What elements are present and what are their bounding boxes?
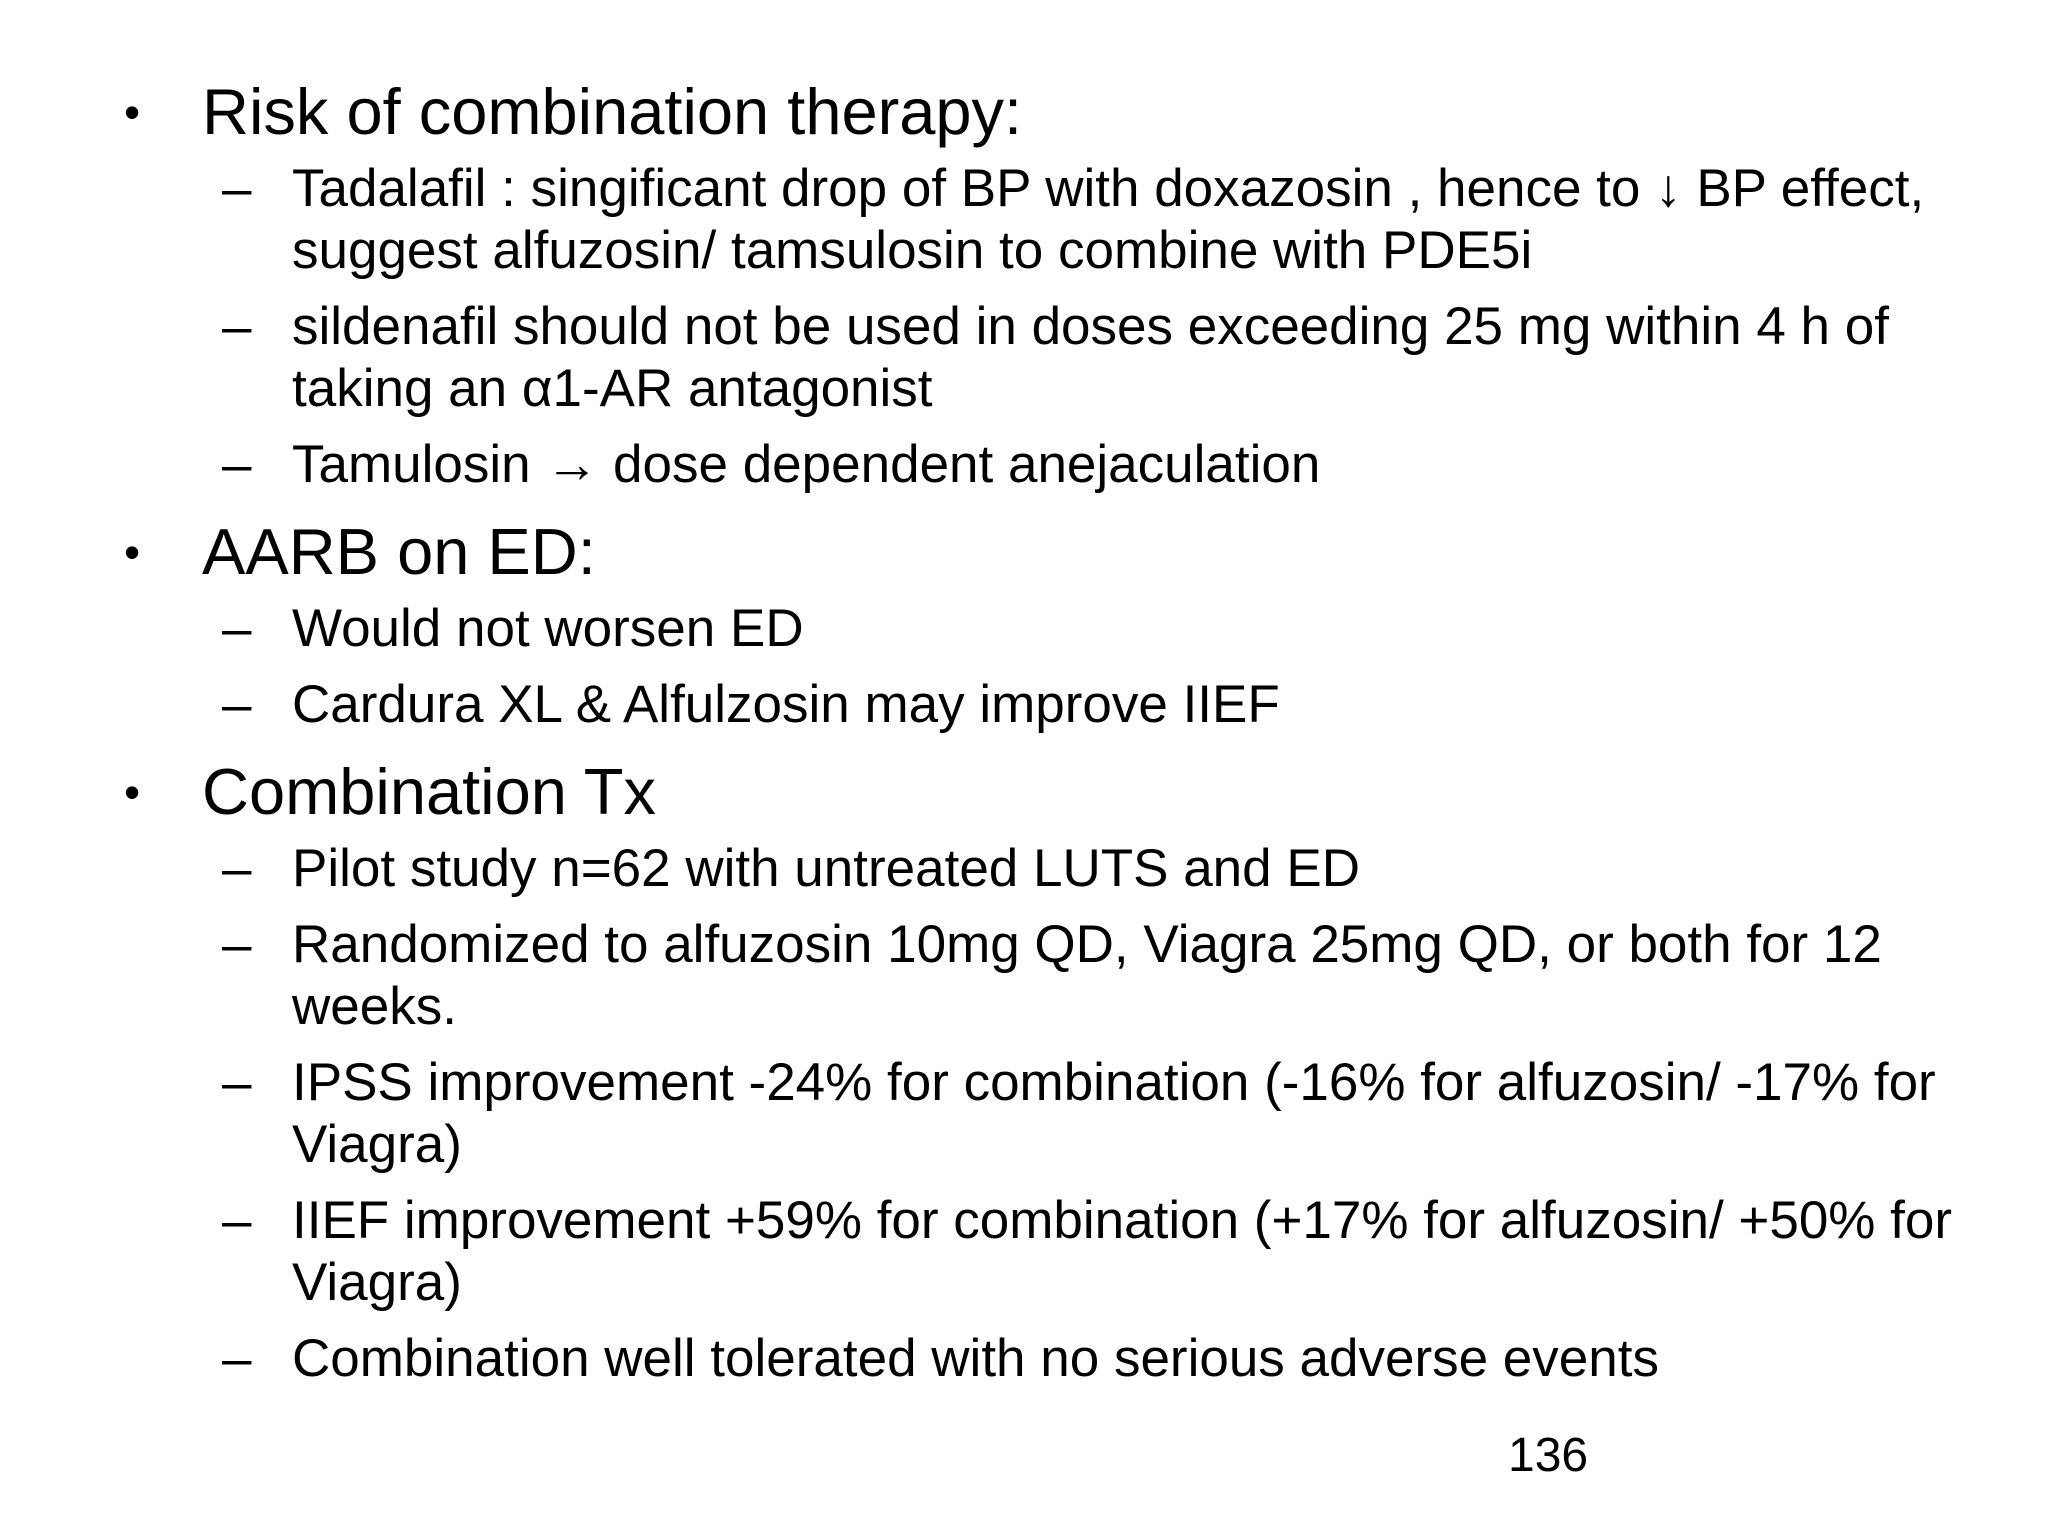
sub-item-tolerated: [120, 1328, 1980, 1390]
sub-item-text: Tadalafil : singificant drop of BP with doxazosin , hence to ↓ BP effect, suggest alfuzosin/ tamsulosin to combine with PDE5i: [292, 159, 1925, 280]
dash-marker: –: [222, 1053, 252, 1112]
dash-marker: –: [222, 159, 252, 218]
sub-list-combination: [120, 838, 1980, 1390]
sub-item-text: Would not worsen ED: [292, 599, 804, 658]
sub-item-tamulosin: [120, 434, 1980, 496]
sub-item-pilot-study: [120, 838, 1980, 900]
sub-item-text: IPSS improvement -24% for combination (-16% for alfuzosin/ -17% for Viagra): [292, 1053, 1936, 1174]
dash-marker: –: [222, 1329, 252, 1388]
sub-item-text: Randomized to alfuzosin 10mg QD, Viagra 25mg QD, or both for 12 weeks.: [292, 915, 1882, 1036]
sub-item-text: Pilot study n=62 with untreated LUTS and ED: [292, 839, 1360, 898]
sub-item-text: Combination well tolerated with no serious adverse events: [292, 1329, 1659, 1388]
sub-item-text: Cardura XL & Alfulzosin may improve IIEF: [292, 675, 1280, 734]
slide-content: [120, 66, 1980, 1404]
sub-item-randomized: [120, 914, 1980, 1038]
sub-item-iief: [120, 1190, 1980, 1314]
bullet-combination-tx: [120, 750, 1980, 834]
dash-marker: –: [222, 675, 252, 734]
dash-marker: –: [222, 599, 252, 658]
dash-marker: –: [222, 435, 252, 494]
page-number: 136: [1508, 1429, 1589, 1482]
sub-item-text: IIEF improvement +59% for combination (+17% for alfuzosin/ +50% for Viagra): [292, 1191, 1953, 1312]
dash-marker: –: [222, 297, 252, 356]
bullet-marker: •: [124, 526, 141, 578]
bullet-title: Risk of combination therapy:: [202, 75, 1023, 148]
sub-item-would-not-worsen: [120, 598, 1980, 660]
sub-item-text: Tamulosin → dose dependent anejaculation: [292, 435, 1321, 494]
bullet-risk-of-combination-therapy: [120, 70, 1980, 154]
bullet-title: AARB on ED:: [202, 515, 596, 588]
bullet-marker: •: [124, 766, 141, 818]
sub-item-sildenafil: [120, 296, 1980, 420]
bullet-aarb-on-ed: [120, 510, 1980, 594]
dash-marker: –: [222, 839, 252, 898]
sub-item-text: sildenafil should not be used in doses exceeding 25 mg within 4 h of taking an α1-AR antagonist: [292, 297, 1889, 418]
sub-list-risk: [120, 158, 1980, 496]
sub-item-tadalafil: [120, 158, 1980, 282]
bullet-title: Combination Tx: [202, 755, 657, 828]
bullet-marker: •: [124, 86, 141, 138]
sub-list-aarb: [120, 598, 1980, 736]
sub-item-ipss: [120, 1052, 1980, 1176]
dash-marker: –: [222, 1191, 252, 1250]
dash-marker: –: [222, 915, 252, 974]
sub-item-cardura: [120, 674, 1980, 736]
